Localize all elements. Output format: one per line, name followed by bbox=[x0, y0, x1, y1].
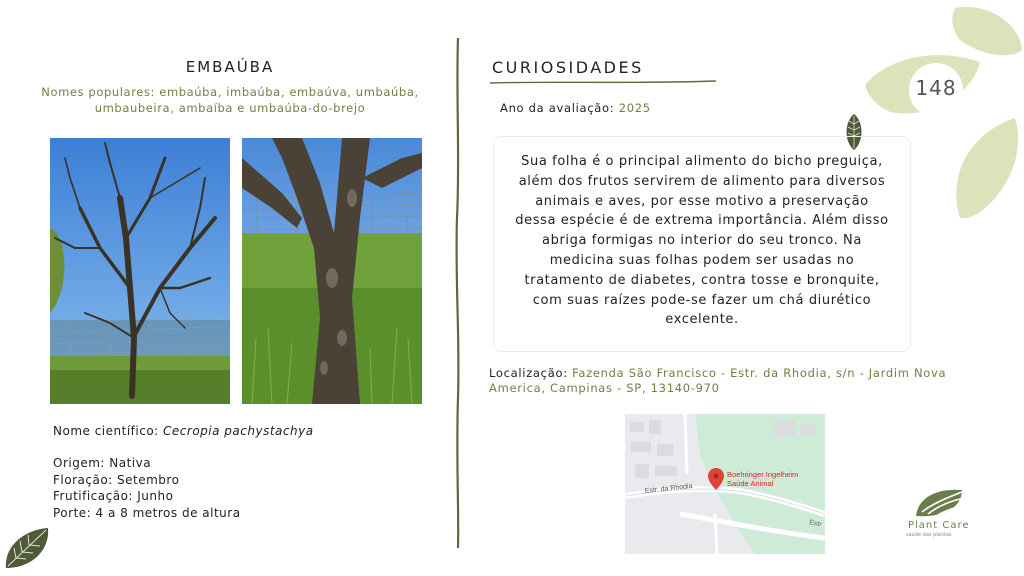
location-map[interactable] bbox=[625, 414, 825, 554]
location-value: Fazenda São Francisco - Estr. da Rhodia, s/n - Jardim Nova America, Campinas - SP, 13140-970 bbox=[489, 366, 947, 395]
fact-origin: Origem: Nativa bbox=[53, 456, 152, 470]
year-value: 2025 bbox=[618, 101, 651, 115]
map-road-label: Estr. da Rhodia bbox=[644, 483, 693, 495]
scientific-name: Cecropia pachystachya bbox=[163, 424, 314, 438]
curiosity-text: Sua folha é o principal alimento do bicho preguiça, além dos frutos servirem de alimento para diversos animais e aves, por esse motivo a preservação dessa espécie é de extrema importância. Além disso abriga formigas no interior do seu tronco. Na medicina suas folhas podem ser usadas no tratamento de diabetes, contra tosse e bronquite, com suas raízes pode-se fazer um chá diurético excelente. bbox=[515, 154, 889, 328]
photo-tree-trunk bbox=[242, 138, 422, 404]
fact-size: Porte: 4 a 8 metros de altura bbox=[53, 505, 241, 520]
plant-title: EMBAÚBA bbox=[185, 58, 275, 76]
plant-facts bbox=[53, 455, 241, 521]
fact-fruiting: Frutificação: Junho bbox=[53, 489, 174, 503]
evaluation-year bbox=[500, 101, 651, 115]
leaf-icon bbox=[2, 526, 52, 572]
scientific-label: Nome científico: bbox=[53, 424, 159, 438]
title-underline bbox=[490, 78, 716, 86]
logo-tagline: saúde das plantas bbox=[906, 532, 952, 538]
map-pin-label-2: Saúde Animal bbox=[727, 479, 774, 488]
plant-care-logo-icon bbox=[912, 486, 970, 520]
fact-flowering: Floração: Setembro bbox=[53, 472, 180, 487]
logo-name: Plant Care bbox=[908, 520, 970, 531]
column-divider bbox=[450, 38, 466, 548]
popular-names: Nomes populares: embaúba, imbaúba, embaúva, umbaúba, umbaubeira, ambaíba e umbaúba-do-brejo bbox=[41, 85, 419, 115]
curiosities-title: CURIOSIDADES bbox=[492, 58, 644, 77]
year-label: Ano da avaliação: bbox=[500, 101, 615, 115]
photo-full-tree bbox=[50, 138, 230, 404]
scientific-name-line bbox=[53, 424, 314, 438]
page-number: 148 bbox=[915, 76, 957, 100]
map-pin-label-1: Boehringer Ingelheim bbox=[727, 470, 799, 479]
location bbox=[489, 366, 989, 396]
location-label: Localização: bbox=[489, 366, 568, 380]
map-road-label-2: Estr bbox=[808, 519, 823, 529]
curiosity-text-box bbox=[493, 136, 911, 352]
